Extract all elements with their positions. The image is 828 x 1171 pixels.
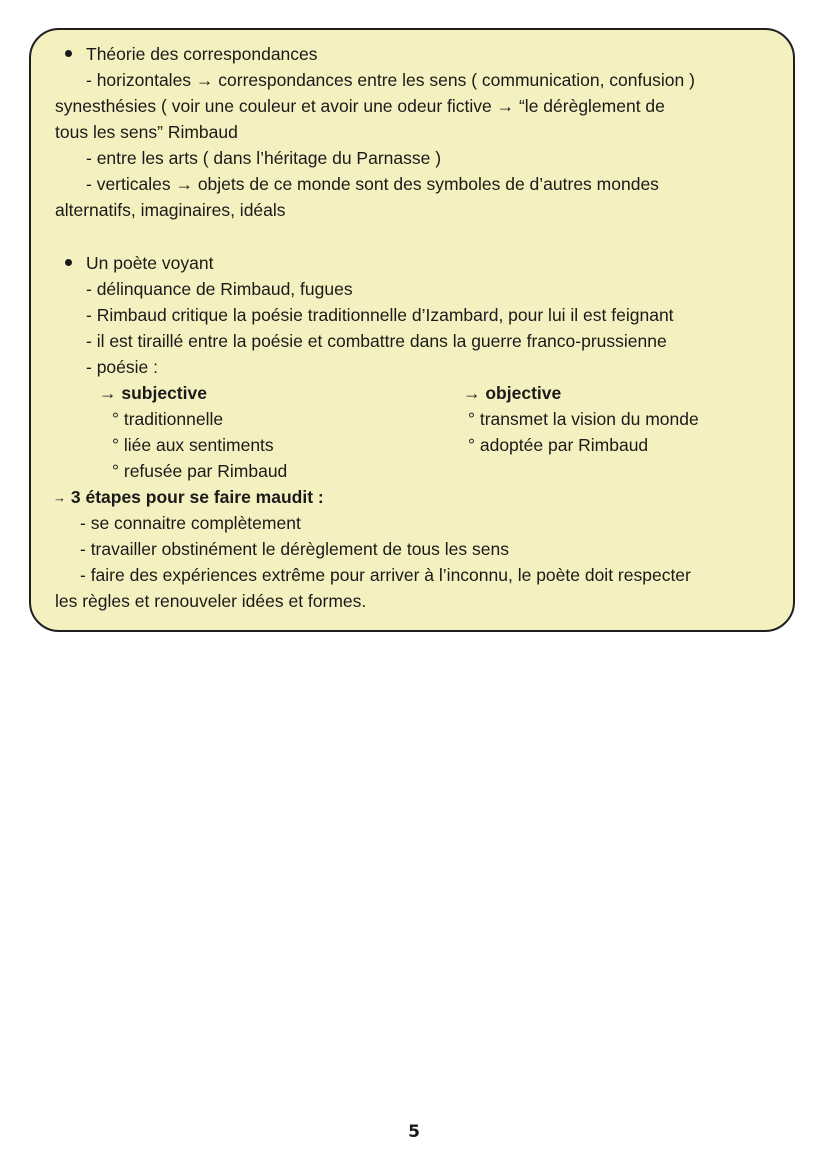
objective-point: ° adoptée par Rimbaud [468,435,649,455]
objective-point: ° transmet la vision du monde [468,409,699,429]
synesthesia-line: synesthésies ( voir une couleur et avoir une odeur fictive → “le dérèglement de [55,96,665,116]
step-item: - travailler obstinément le dérèglement de tous les sens [80,539,509,559]
bullet-icon [65,50,72,57]
step-item: - faire des expériences extrême pour arriver à l’inconnu, le poète doit respecter [80,565,691,585]
section-title-correspondances: Théorie des correspondances [86,44,318,64]
subjective-point: ° liée aux sentiments [112,435,274,455]
vertical-correspondances-line: - verticales → objets de ce monde sont des symboles de d’autres mondes [86,174,659,194]
list-item: - il est tiraillé entre la poésie et combattre dans la guerre franco-prussienne [86,331,667,351]
objective-heading: → objective [463,383,562,403]
horizontal-correspondances-line: - horizontales → correspondances entre les sens ( communication, confusion ) [86,70,695,90]
subjective-point: ° refusée par Rimbaud [112,461,288,481]
vertical-correspondances-line-end: alternatifs, imaginaires, idéals [55,200,286,220]
list-item: - poésie : [86,357,158,377]
arts-correspondances-line: - entre les arts ( dans l’héritage du Parnasse ) [86,148,442,168]
subjective-heading: → subjective [99,383,207,403]
synesthesia-line-end: tous les sens” Rimbaud [55,122,238,142]
bullet-icon [65,259,72,266]
arrow-icon: → [53,490,66,505]
steps-heading [53,486,324,509]
steps-title: 3 étapes pour se faire maudit : [70,487,324,507]
section-title-poete-voyant: Un poète voyant [86,253,214,273]
step-item: - se connaitre complètement [80,513,301,533]
list-item: - délinquance de Rimbaud, fugues [86,279,353,299]
subjective-point: ° traditionnelle [112,409,224,429]
page-number: 5 [408,1122,420,1142]
step-item-continuation: les règles et renouveler idées et formes. [55,591,367,611]
list-item: - Rimbaud critique la poésie traditionnelle d’Izambard, pour lui il est feignant [86,305,674,325]
